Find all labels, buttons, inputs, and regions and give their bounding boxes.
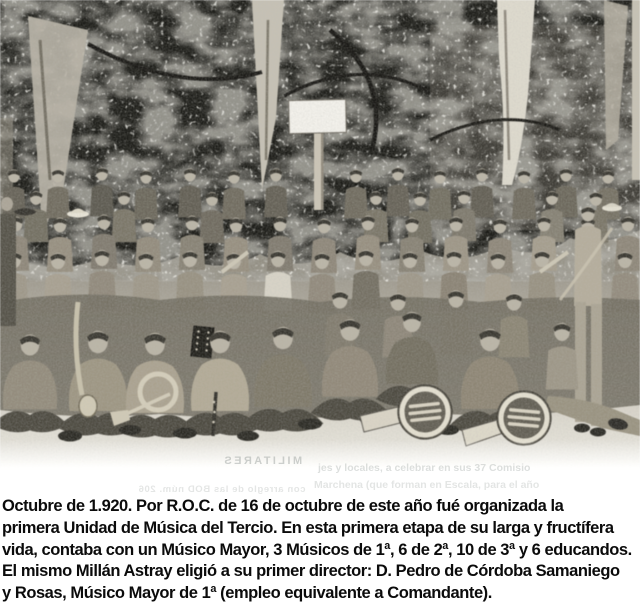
caption-line-3: vida, contaba con un Músico Mayor, 3 Músicos de 1ª, 6 de 2ª, 10 de 3ª y 6 educandos. — [2, 540, 632, 559]
caption-line-1: Octubre de 1.920. Por R.O.C. de 16 de octubre de este año fué organizada la — [2, 497, 564, 515]
photo-caption — [0, 496, 640, 609]
caption-line-2: primera Unidad de Música del Tercio. En esta primera etapa de su larga y fructífera — [2, 518, 614, 537]
bleedthrough-text-right-1: jes y locales, a celebrar en sus 37 Comisio — [318, 462, 531, 474]
bleedthrough-text-left: con arreglo de las BOD núm. 206 — [138, 484, 306, 495]
bleedthrough-text-militares: MILITARES — [222, 455, 303, 467]
caption-line-4: El mismo Millán Astray eligió a su primer director: D. Pedro de Córdoba Samaniego — [2, 562, 620, 581]
bleedthrough-text-right-2: Marchena (que forman en Escala, para el año — [314, 479, 540, 491]
caption-line-5: y Rosas, Músico Mayor de 1ª (empleo equivalente a Comandante). — [2, 584, 492, 603]
